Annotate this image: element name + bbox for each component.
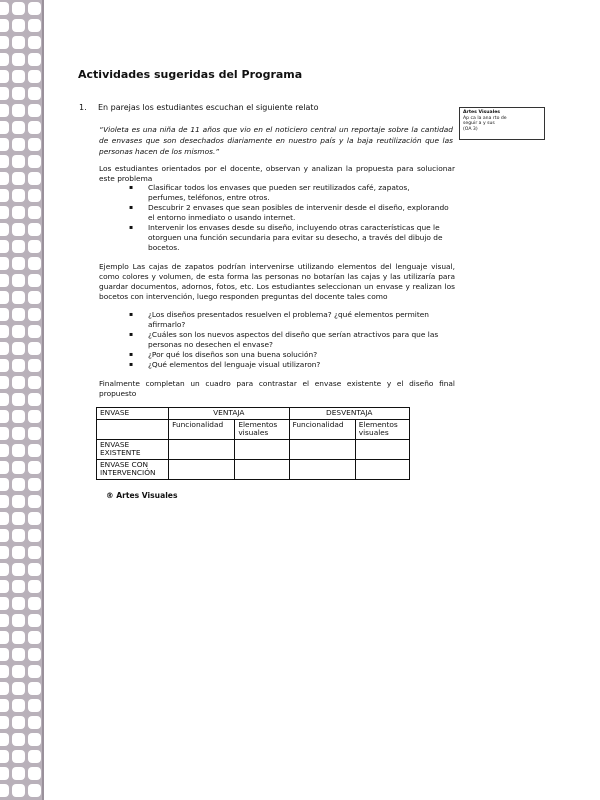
strip-square — [28, 648, 41, 661]
strip-square — [0, 189, 9, 202]
strip-square — [0, 478, 9, 491]
strip-square — [12, 240, 25, 253]
side-box-line-1: Artes Visuales — [463, 110, 501, 115]
list-item: ▪ Intervenir los envases desde su diseño, incluyendo otras características que le otorguen una función secundaria para evitar su desecho, a través del dibujo de bocetos. — [129, 223, 449, 253]
strip-square — [28, 274, 41, 287]
strip-square — [0, 155, 9, 168]
strip-square — [0, 597, 9, 610]
strip-square — [28, 240, 41, 253]
strip-square — [0, 767, 9, 780]
strip-square — [0, 546, 9, 559]
strip-square — [0, 495, 9, 508]
strip-square — [12, 784, 25, 797]
strip-square — [28, 563, 41, 576]
strip-square — [12, 172, 25, 185]
strip-square — [0, 631, 9, 644]
table-cell — [289, 459, 355, 479]
strip-square — [12, 478, 25, 491]
strip-square — [0, 19, 9, 32]
strip-square — [28, 53, 41, 66]
strip-square — [28, 733, 41, 746]
strip-square — [28, 104, 41, 117]
task-list — [129, 183, 449, 253]
strip-square — [28, 512, 41, 525]
strip-square — [0, 257, 9, 270]
subheader-elementos-visuales: Elementos visuales — [235, 419, 289, 439]
strip-square — [12, 87, 25, 100]
strip-square — [28, 359, 41, 372]
strip-square — [28, 614, 41, 627]
strip-square — [28, 529, 41, 542]
strip-square — [28, 444, 41, 457]
strip-square — [0, 699, 9, 712]
list-item: ▪ ¿Los diseños presentados resuelven el problema? ¿qué elementos permiten afirmarlo? — [129, 310, 451, 330]
strip-square — [28, 461, 41, 474]
strip-square — [0, 648, 9, 661]
strip-square — [12, 444, 25, 457]
strip-square — [12, 342, 25, 355]
table-cell — [169, 459, 235, 479]
strip-square — [28, 19, 41, 32]
strip-square — [28, 342, 41, 355]
strip-square — [0, 393, 9, 406]
table-cell — [355, 439, 409, 459]
strip-square — [12, 512, 25, 525]
strip-square — [0, 240, 9, 253]
strip-square — [12, 121, 25, 134]
paragraph-final: Finalmente completan un cuadro para contrastar el envase existente y el diseño final propuesto — [99, 379, 455, 398]
strip-square — [28, 121, 41, 134]
strip-square — [0, 359, 9, 372]
list-item: ▪ ¿Cuáles son los nuevos aspectos del diseño que serían atractivos para que las personas no desechen el envase? — [129, 330, 451, 350]
table-cell — [355, 459, 409, 479]
header-ventaja: VENTAJA — [169, 408, 289, 420]
strip-square — [28, 716, 41, 729]
strip-square — [28, 546, 41, 559]
strip-square — [12, 767, 25, 780]
subheader-elementos-visuales: Elementos visuales — [355, 419, 409, 439]
strip-square — [12, 529, 25, 542]
strip-square — [0, 529, 9, 542]
activity-number: 1. — [79, 103, 87, 112]
decorative-side-strip — [0, 0, 44, 800]
table-cell — [289, 439, 355, 459]
strip-square — [28, 750, 41, 763]
strip-square — [28, 291, 41, 304]
strip-square — [12, 427, 25, 440]
side-box-line-4: (OA 3) — [463, 126, 478, 132]
strip-square — [28, 223, 41, 236]
strip-square — [28, 172, 41, 185]
strip-square — [12, 614, 25, 627]
strip-square — [12, 631, 25, 644]
strip-square — [12, 546, 25, 559]
strip-square — [0, 308, 9, 321]
strip-square — [12, 19, 25, 32]
strip-square — [12, 699, 25, 712]
strip-square — [28, 767, 41, 780]
strip-square — [28, 376, 41, 389]
subheader-funcionalidad: Funcionalidad — [289, 419, 355, 439]
row-label-existente: ENVASE EXISTENTE — [97, 439, 169, 459]
table-cell — [235, 439, 289, 459]
strip-square — [28, 189, 41, 202]
strip-square — [12, 308, 25, 321]
strip-square — [0, 461, 9, 474]
strip-square — [28, 410, 41, 423]
strip-square — [28, 784, 41, 797]
strip-square — [0, 121, 9, 134]
story-quote: “Violeta es una niña de 11 años que vio en el noticiero central un reportaje sobre la cantidad de envases que son desechados diariamente en nuestro país y la baja reutilización que las personas hacen de los mismos.” — [99, 125, 453, 156]
strip-square — [0, 172, 9, 185]
strip-square — [12, 70, 25, 83]
activity-intro: En parejas los estudiantes escuchan el siguiente relato — [98, 103, 319, 112]
strip-square — [28, 682, 41, 695]
strip-square — [0, 512, 9, 525]
table-cell — [97, 419, 169, 439]
strip-square — [0, 444, 9, 457]
strip-square — [12, 138, 25, 151]
strip-square — [12, 597, 25, 610]
strip-square — [12, 206, 25, 219]
strip-square — [12, 410, 25, 423]
strip-square — [12, 750, 25, 763]
strip-square — [28, 665, 41, 678]
row-label-intervencion: ENVASE CON INTERVENCIÓN — [97, 459, 169, 479]
page-title: Actividades sugeridas del Programa — [78, 68, 303, 81]
subject-side-box — [459, 107, 545, 140]
strip-square — [12, 376, 25, 389]
side-box-line-3: seguir a y sus — [463, 121, 495, 127]
table-cell — [235, 459, 289, 479]
subheader-funcionalidad: Funcionalidad — [169, 419, 235, 439]
strip-square — [0, 274, 9, 287]
strip-square — [12, 359, 25, 372]
strip-square — [0, 104, 9, 117]
strip-square — [28, 87, 41, 100]
strip-square — [0, 342, 9, 355]
strip-square — [0, 682, 9, 695]
strip-square — [28, 597, 41, 610]
strip-square — [28, 257, 41, 270]
strip-square — [0, 427, 9, 440]
strip-square — [12, 36, 25, 49]
strip-square — [0, 223, 9, 236]
strip-square — [0, 580, 9, 593]
strip-square — [28, 325, 41, 338]
strip-square — [0, 376, 9, 389]
strip-square — [28, 155, 41, 168]
strip-square — [28, 36, 41, 49]
header-envase: ENVASE — [97, 408, 169, 420]
list-item: ▪ ¿Qué elementos del lenguaje visual utilizaron? — [129, 360, 451, 370]
strip-square — [12, 665, 25, 678]
list-item: ▪ ¿Por qué los diseños son una buena solución? — [129, 350, 451, 360]
strip-square — [28, 427, 41, 440]
strip-square — [0, 325, 9, 338]
question-list — [129, 310, 451, 370]
strip-square — [0, 665, 9, 678]
strip-square — [12, 461, 25, 474]
strip-square — [0, 206, 9, 219]
strip-square — [0, 70, 9, 83]
list-item: ▪ Descubrir 2 envases que sean posibles de intervenir desde el diseño, explorando el entorno inmediato o usando internet. — [129, 203, 449, 223]
paragraph-example: Ejemplo Las cajas de zapatos podrían intervenirse utilizando elementos del lenguaje visual, como colores y volumen, de esta forma las personas no botarían las cajas y las utilizaría para guardar documentos, adornos, fotos, etc. Los estudiantes seleccionan un envase y realizan los bocetos con intervención, luego responden preguntas del docente tales como — [99, 262, 455, 301]
strip-square — [28, 580, 41, 593]
strip-square — [12, 104, 25, 117]
strip-square — [28, 393, 41, 406]
strip-square — [0, 716, 9, 729]
table-cell — [169, 439, 235, 459]
strip-square — [0, 614, 9, 627]
strip-square — [12, 325, 25, 338]
strip-divider — [42, 0, 44, 800]
header-desventaja: DESVENTAJA — [289, 408, 409, 420]
strip-square — [28, 478, 41, 491]
strip-square — [0, 36, 9, 49]
strip-square — [28, 70, 41, 83]
strip-square — [0, 410, 9, 423]
strip-square — [12, 733, 25, 746]
strip-square — [28, 308, 41, 321]
strip-square — [0, 53, 9, 66]
strip-square — [12, 155, 25, 168]
strip-square — [0, 563, 9, 576]
strip-square — [0, 750, 9, 763]
strip-square — [28, 495, 41, 508]
list-item: ▪ Clasificar todos los envases que pueden ser reutilizados café, zapatos, perfumes, teléfonos, entre otros. — [129, 183, 449, 203]
strip-square — [12, 189, 25, 202]
strip-square — [12, 274, 25, 287]
strip-square — [12, 580, 25, 593]
strip-square — [28, 138, 41, 151]
strip-square — [12, 2, 25, 15]
side-box-line-2: Ap ca la ana rto de — [463, 115, 507, 121]
strip-square — [12, 291, 25, 304]
strip-square — [12, 716, 25, 729]
strip-square — [0, 87, 9, 100]
strip-square — [12, 682, 25, 695]
strip-square — [28, 206, 41, 219]
paragraph-observe: Los estudiantes orientados por el docente, observan y analizan la propuesta para solucionar este problema — [99, 164, 455, 183]
strip-square — [12, 495, 25, 508]
strip-square — [0, 2, 9, 15]
strip-square — [12, 257, 25, 270]
strip-square — [12, 393, 25, 406]
strip-square — [0, 291, 9, 304]
strip-square — [0, 784, 9, 797]
strip-square — [12, 53, 25, 66]
footer-label: ® Artes Visuales — [106, 491, 178, 500]
comparison-table — [96, 407, 410, 480]
strip-square — [28, 631, 41, 644]
strip-square — [0, 138, 9, 151]
strip-square — [28, 2, 41, 15]
strip-square — [28, 699, 41, 712]
strip-square — [12, 648, 25, 661]
strip-square — [12, 223, 25, 236]
strip-square — [12, 563, 25, 576]
strip-square — [0, 733, 9, 746]
